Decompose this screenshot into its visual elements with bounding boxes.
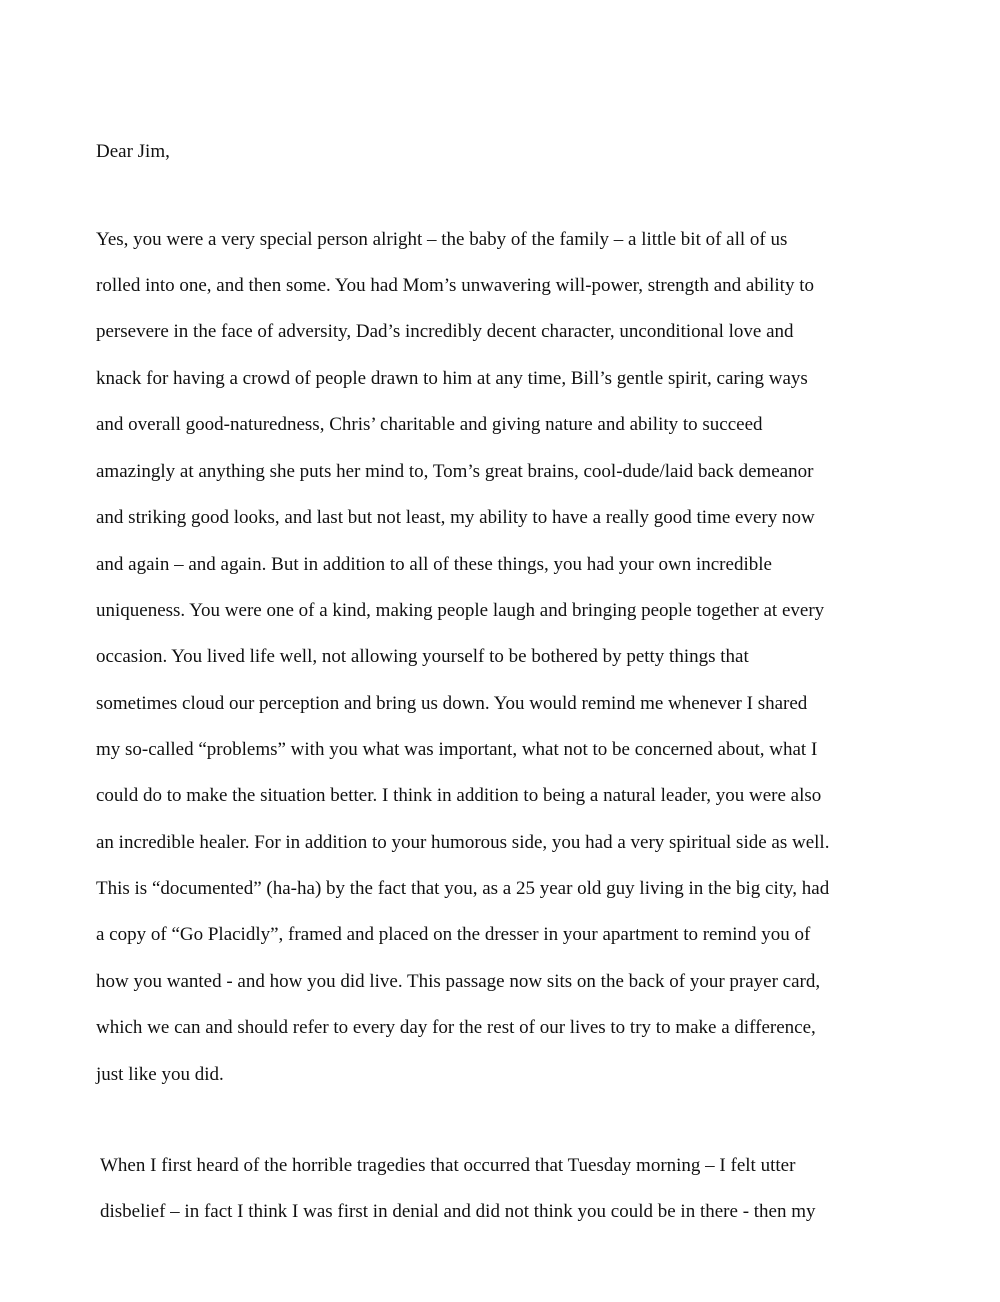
paragraph-line: When I first heard of the horrible tragedies that occurred that Tuesday morning – I felt utter: [100, 1155, 796, 1176]
paragraph-line: just like you did.: [96, 1064, 224, 1085]
paragraph-line: and again – and again. But in addition to all of these things, you had your own incredible: [96, 554, 772, 575]
paragraph-line: rolled into one, and then some. You had Mom’s unwavering will-power, strength and ability to: [96, 275, 814, 296]
paragraph-line: occasion. You lived life well, not allowing yourself to be bothered by petty things that: [96, 646, 749, 667]
paragraph-line: and overall good-naturedness, Chris’ charitable and giving nature and ability to succeed: [96, 414, 763, 435]
paragraph-line: Yes, you were a very special person alright – the baby of the family – a little bit of all of us: [96, 229, 788, 250]
paragraph-line: my so-called “problems” with you what was important, what not to be concerned about, what I: [96, 739, 818, 760]
paragraph-line: how you wanted - and how you did live. This passage now sits on the back of your prayer card,: [96, 971, 821, 992]
paragraph-line: a copy of “Go Placidly”, framed and placed on the dresser in your apartment to remind you of: [96, 924, 811, 945]
paragraph-line: knack for having a crowd of people drawn to him at any time, Bill’s gentle spirit, caring ways: [96, 368, 808, 389]
paragraph-line: This is “documented” (ha-ha) by the fact that you, as a 25 year old guy living in the big city, had: [96, 878, 830, 899]
paragraph-line: sometimes cloud our perception and bring us down. You would remind me whenever I shared: [96, 693, 808, 714]
paragraph-line: an incredible healer. For in addition to your humorous side, you had a very spiritual side as well.: [96, 832, 830, 853]
paragraph-line: persevere in the face of adversity, Dad’s incredibly decent character, unconditional love and: [96, 321, 794, 342]
paragraph-line: could do to make the situation better. I think in addition to being a natural leader, you were also: [96, 785, 822, 806]
paragraph-line: disbelief – in fact I think I was first in denial and did not think you could be in there - then my: [100, 1201, 816, 1222]
salutation: Dear Jim,: [96, 141, 170, 162]
paragraph-line: amazingly at anything she puts her mind to, Tom’s great brains, cool-dude/laid back demeanor: [96, 461, 814, 482]
paragraph-line: uniqueness. You were one of a kind, making people laugh and bringing people together at every: [96, 600, 825, 621]
paragraph-line: which we can and should refer to every day for the rest of our lives to try to make a difference,: [96, 1017, 816, 1038]
paragraph-line: and striking good looks, and last but not least, my ability to have a really good time every now: [96, 507, 815, 528]
